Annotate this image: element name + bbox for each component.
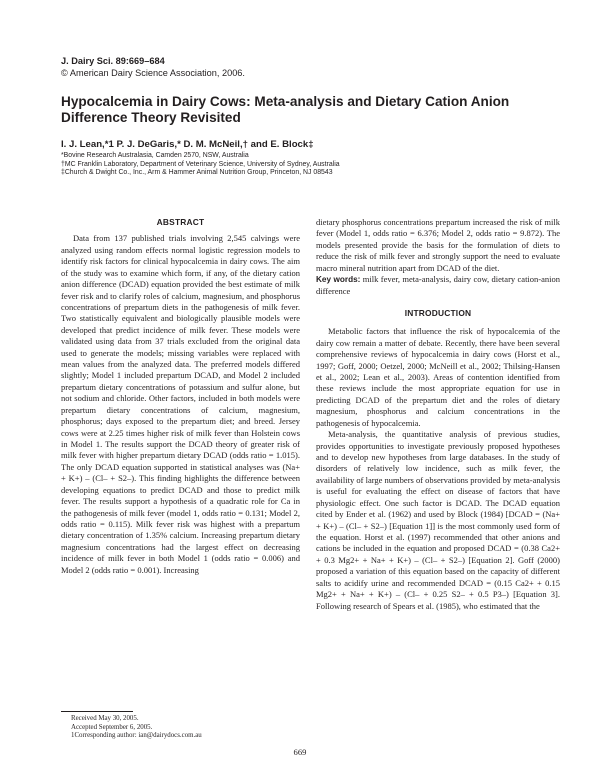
affiliation-2: †MC Franklin Laboratory, Department of Veterinary Science, University of Sydney, Australia: [61, 160, 340, 168]
copyright-notice: © American Dairy Science Association, 2006.: [61, 67, 245, 78]
article-title: Hypocalcemia in Dairy Cows: Meta-analysis and Dietary Cation Anion Difference Theory Revisited: [61, 94, 510, 125]
corresponding-author: 1Corresponding author: ian@dairydocs.com.au: [71, 732, 202, 740]
journal-reference: 89:669–684: [115, 56, 165, 66]
affiliations: [61, 152, 340, 178]
right-column: [316, 217, 560, 612]
keywords-list: milk fever, meta-analysis, dairy cow, dietary cation-anion difference: [316, 274, 561, 296]
intro-paragraph-2: Meta-analysis, the quantitative analysis of previous studies, provides opportunities to investigate previously proposed hypotheses and to develop new hypotheses from large databases. In the study of disorders of relatively low incidence, such as milk fever, the availability of large numbers of observations provided by meta-analysis is useful for evaluating the effect on disease of factors that have physiologic effect. One such factor is DCAD. The DCAD equation cited by Ender et al. (1962) and used by Block (1984) [DCAD = (Na+ + K+) – (Cl– + S2–) [Equation 1]] is the most commonly used form of the equation. Horst et al. (1997) recommended that other anions and cations be included in the equation and proposed DCAD = (0.38 Ca2+ + 0.3 Mg2+ + Na+ + K+) – (Cl– + S2–) [Equation 2]. Goff (2000) proposed a variation of this equation based on the capacity of different salts to acidify urine and recommended DCAD = (0.15 Ca2+ + 0.15 Mg2+ + Na+ + K+) – (Cl– + 0.25 S2– + 0.5 P3–) [Equation 3]. Following research of Spears et al. (1985), who estimated that the: [316, 429, 560, 611]
keywords-label: Key words:: [316, 275, 361, 285]
abstract-text: Data from 137 published trials involving 2,545 calvings were analyzed using random effects normal logistic regression models to identify risk factors for clinical hypocalcemia in dairy cows. The aim of the study was to examine which form, if any, of the dietary cation anion difference (DCAD) equation provided the best estimate of milk fever risk and to clarify roles of calcium, magnesium, and phosphorus concentrations of prepartum diets in the pathogenesis of milk fever. Two statistically equivalent and biologically plausible models were developed that predict incidence of milk fever. These models were validated using data from 37 trials excluded from the original data used to generate the models; missing variables were replaced with mean values from the analyzed data. The preferred models differed slightly; Model 1 included prepartum DCAD, and Model 2 included prepartum dietary concentrations of potassium and sulfur alone, but not sodium and chloride. Other factors, included in both models were prepartum dietary concentrations of calcium, magnesium, phosphorus; days exposed to the prepartum diet; and breed. Jersey cows were at 2.25 times higher risk of milk fever than Holstein cows in Model 1. The results support the DCAD theory of greater risk of milk fever with higher prepartum dietary DCAD (odds ratio = 1.015). The only DCAD equation supported in statistical analyses was (Na+ + K+) – (Cl– + S2–). This finding highlights the difference between developing equations to predict DCAD and those to predict milk fever. The results support a hypothesis of a quadratic role for Ca in the pathogenesis of milk fever (model 1, odds ratio = 0.131; Model 2, odds ratio = 0.115). Milk fever risk was highest with a prepartum dietary concentration of 1.35% calcium. Increasing prepartum dietary magnesium concentrations had the largest effect on decreasing incidence of milk fever in both Model 1 (odds ratio = 0.006) and Model 2 (odds ratio = 0.001). Increasing: [61, 233, 300, 575]
keywords: [316, 274, 560, 297]
journal-header: [61, 56, 245, 79]
introduction-heading: INTRODUCTION: [404, 307, 472, 318]
received-date: Received May 30, 2005.: [71, 715, 139, 722]
left-column: [61, 217, 300, 576]
footnote-divider: [61, 711, 133, 712]
journal-name: J. Dairy Sci.: [61, 56, 114, 66]
intro-paragraph-1: Metabolic factors that influence the risk of hypocalcemia of the dairy cow remain a matter of debate. Recently, there have been several comprehensive reviews of hypocalcemia in dairy cows (Horst et al., 1997; Goff, 2000; Oetzel, 2000; McNeill et al., 2002; Thilsing-Hansen et al., 2002; Lean et al., 2003). Areas of contention identified from these reviews include the most appropriate equation for use in predicting DCAD of the prepartum diet and the roles of dietary magnesium, phosphorus and calcium concentrations in the pathogenesis of hypocalcemia.: [316, 326, 560, 428]
affiliation-3: ‡Church & Dwight Co., Inc., Arm & Hammer Animal Nutrition Group, Princeton, NJ 08543: [61, 169, 333, 177]
author-list: I. J. Lean,*1 P. J. DeGaris,* D. M. McNeil,† and E. Block‡: [61, 139, 314, 150]
footnotes: [61, 715, 202, 741]
abstract-continued: dietary phosphorus concentrations prepartum increased the risk of milk fever (Model 1, odds ratio = 6.376; Model 2, odds ratio = 9.872). The models presented provide the basis for the formulation of diets to reduce the risk of milk fever and strongly support the need to evaluate macro mineral nutrition apart from DCAD of the diet.: [316, 217, 560, 273]
accepted-date: Accepted September 6, 2005.: [71, 723, 153, 731]
abstract-heading: ABSTRACT: [156, 217, 205, 227]
affiliation-1: *Bovine Research Australasia, Camden 2570, NSW, Australia: [61, 152, 249, 159]
page-number: 669: [293, 747, 307, 757]
